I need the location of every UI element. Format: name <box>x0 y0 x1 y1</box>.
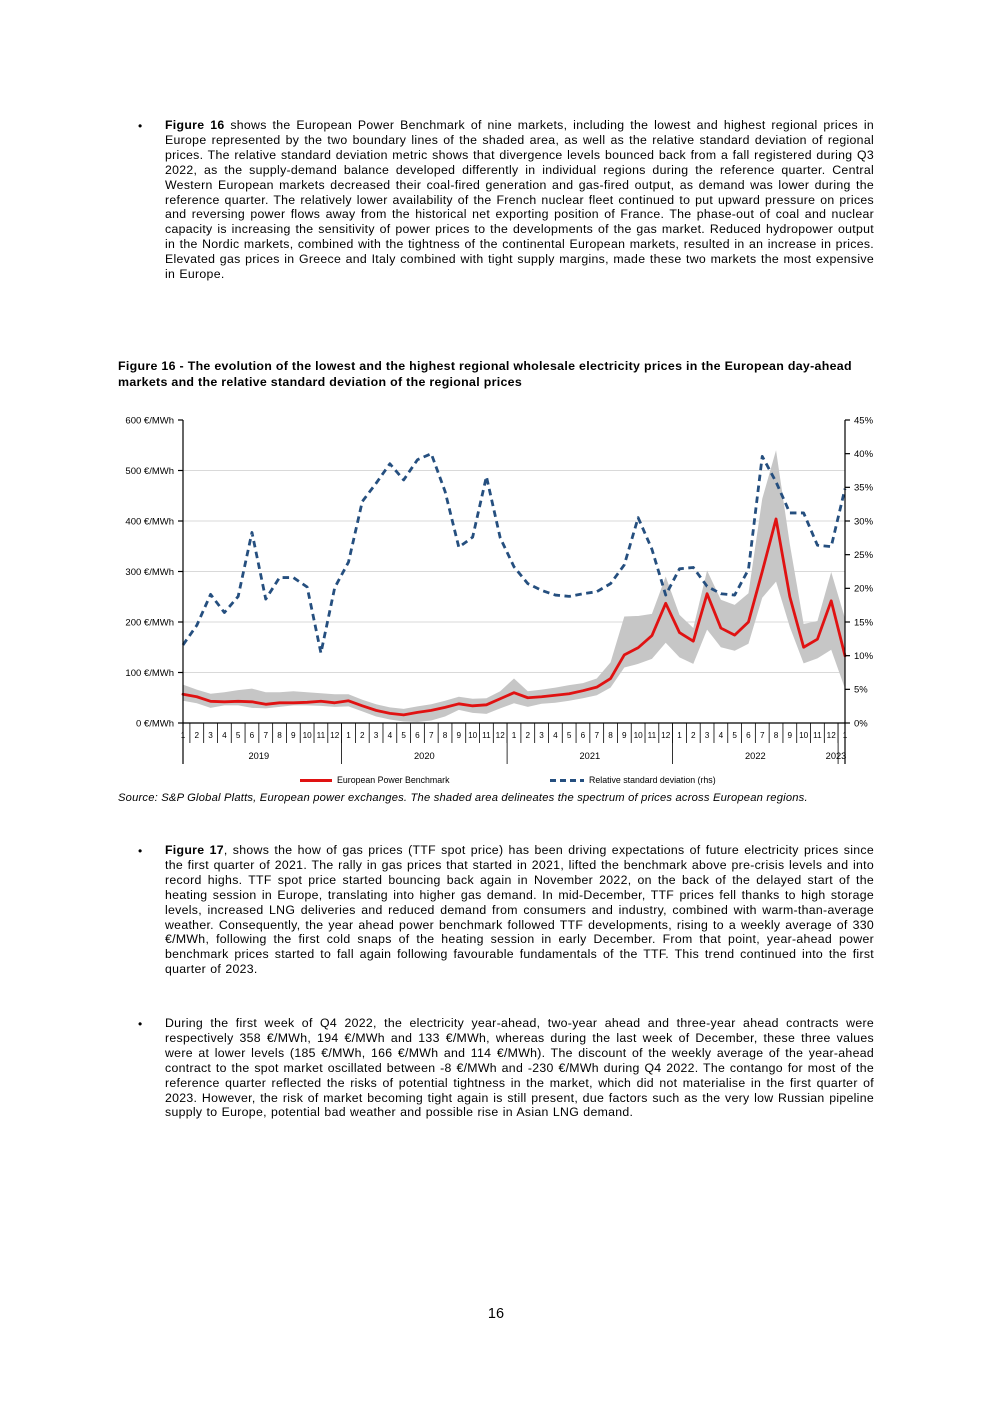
month-label: 9 <box>456 731 462 740</box>
month-label: 6 <box>580 731 586 740</box>
year-label: 2022 <box>745 751 766 761</box>
month-label: 5 <box>732 731 737 740</box>
month-label: 8 <box>277 731 282 740</box>
left-axis-label: 500 €/MWh <box>125 465 174 477</box>
figure16-lead: Figure 16 <box>165 118 225 132</box>
month-label: 2 <box>360 731 365 740</box>
year-label: 2021 <box>579 751 601 761</box>
month-label: 3 <box>373 731 379 740</box>
right-axis-label: 35% <box>854 482 874 494</box>
month-label: 12 <box>330 731 340 740</box>
right-axis-label: 20% <box>854 583 874 595</box>
right-axis-label: 25% <box>854 549 874 561</box>
month-label: 7 <box>594 731 600 740</box>
month-label: 8 <box>773 731 779 740</box>
month-label: 1 <box>180 731 186 740</box>
month-label: 10 <box>302 731 312 740</box>
right-axis-label: 10% <box>854 650 874 662</box>
legend-label-benchmark: European Power Benchmark <box>337 775 450 785</box>
figure17-body: , shows the how of gas prices (TTF spot price) has been driving expectations of future electricity prices since the first quarter of 2021. The rally in gas prices that started in 2021, lifted the benchmark above pre-crisis levels and into record highs. TTF spot price started bouncing back again in November 2022, on the back of the delayed start of the heating session in Europe, translating into higher gas demand. In mid-December, TTF prices fell thanks to high storage levels, increased LNG deliveries and reduced demand from consumers and industry, combined with warm-than-average weather. Consequently, the year ahead power benchmark followed TTF developments, rising to a weekly average of 330 €/MWh, following the first cold snaps of the heating session in early December. From that point, year-ahead power benchmark prices started to fall again following favourable fundamentals of the TTF. This trend continued into the first quarter of 2023. <box>165 843 874 977</box>
month-label: 2 <box>525 731 531 740</box>
month-label: 4 <box>222 731 227 740</box>
figure16-chart <box>118 413 874 769</box>
month-label: 7 <box>759 731 765 740</box>
month-label: 1 <box>677 731 682 740</box>
month-label: 1 <box>346 731 351 740</box>
left-axis-label: 400 €/MWh <box>125 516 174 528</box>
red-line-swatch-icon <box>300 779 332 782</box>
right-axis-label: 40% <box>854 448 874 460</box>
month-label: 3 <box>208 731 213 740</box>
bullet-icon: • <box>138 844 143 858</box>
paragraph-figure17 <box>118 843 874 977</box>
month-label: 6 <box>249 731 255 740</box>
q4-body: During the first week of Q4 2022, the electricity year-ahead, two-year ahead and three-year ahead contracts were respectively 358 €/MWh, 194 €/MWh and 133 €/MWh, whereas during the last week of December, these three values were at lower levels (185 €/MWh, 166 €/MWh and 114 €/MWh). The discount of the weekly average of the year-ahead contract to the spot market oscillated between -8 €/MWh and -230 €/MWh during Q4 2022. The contango for most of the reference quarter reflected the risks of potential tightness in the market, which did not materialise in the first quarter of 2023. However, the risk of market becoming tight again is still present, due factors such as the very low Russian pipeline supply to Europe, potential bad weather and possible rise in Asian LNG demand. <box>165 1016 874 1120</box>
month-label: 4 <box>387 731 393 740</box>
legend-item-benchmark <box>300 775 449 785</box>
year-label: 2020 <box>414 751 435 761</box>
month-label: 9 <box>787 731 793 740</box>
figure-source: Source: S&P Global Platts, European power exchanges. The shaded area delineates the spectrum of prices across European regions. <box>118 792 808 804</box>
chart-svg <box>118 413 874 769</box>
figure16-body: shows the European Power Benchmark of nine markets, including the lowest and highest regional prices in Europe represented by the two boundary lines of the shaded area, as well as the relative standard deviation of regional prices. The relative standard deviation metric shows that divergence levels bounced back from a fall registered during Q3 2022, as the supply-demand balance developed differently in individual regions during the reference quarter. Central Western European markets decreased their coal-fired generation and gas-fired output, as demand was lower during the reference quarter. The relatively lower availability of the French nuclear fleet continued to put upward pressure on prices and reversing power flows away from the historical net exporting position of France. The phase-out of coal and nuclear capacity is increasing the sensitivity of power prices to the developments of the gas market. Reduced hydropower output in the Nordic markets, combined with the tightness of the continental European markets, resulted in an increase in prices. Elevated gas prices in Greece and Italy combined with tight supply margins, made these two markets the most expensive in Europe. <box>165 118 874 282</box>
month-label: 12 <box>826 731 836 740</box>
month-label: 6 <box>415 731 420 740</box>
paragraph-text <box>165 843 874 977</box>
month-label: 6 <box>746 731 751 740</box>
month-label: 3 <box>704 731 710 740</box>
month-label: 10 <box>799 731 809 740</box>
chart-legend <box>118 775 874 789</box>
paragraph-text <box>165 1016 874 1120</box>
month-label: 11 <box>813 731 822 740</box>
blue-dashed-swatch-icon <box>550 779 584 782</box>
month-label: 2 <box>691 731 696 740</box>
month-label: 4 <box>553 731 558 740</box>
left-axis-label: 200 €/MWh <box>125 617 174 629</box>
left-axis-label: 100 €/MWh <box>125 667 174 679</box>
paragraph-figure16 <box>118 118 874 282</box>
page-number: 16 <box>487 1306 505 1322</box>
month-label: 7 <box>428 731 434 740</box>
month-label: 11 <box>316 731 326 740</box>
figure17-lead: Figure 17 <box>165 843 224 857</box>
month-label: 1 <box>511 731 517 740</box>
paragraph-text <box>165 118 874 282</box>
figure-title: Figure 16 - The evolution of the lowest and the highest regional wholesale electricity prices in the European day-ahead markets and the relative standard deviation of the regional prices <box>118 359 852 389</box>
month-label: 12 <box>495 731 505 740</box>
month-label: 5 <box>401 731 406 740</box>
legend-item-rsd <box>550 775 716 785</box>
right-axis-label: 30% <box>854 516 874 528</box>
right-axis-label: 15% <box>854 617 874 629</box>
right-axis-label: 0% <box>854 718 868 730</box>
legend-label-rsd: Relative standard deviation (rhs) <box>589 775 716 785</box>
year-label: 2019 <box>248 751 270 761</box>
month-label: 10 <box>633 731 643 740</box>
paragraph-q4-contracts <box>118 1016 874 1120</box>
left-axis-label: 0 €/MWh <box>135 718 174 730</box>
year-label: 2023 <box>825 751 847 761</box>
month-label: 7 <box>263 731 269 740</box>
month-label: 5 <box>235 731 241 740</box>
right-axis-label: 45% <box>854 415 874 427</box>
left-axis-label: 600 €/MWh <box>125 415 174 427</box>
month-label: 1 <box>842 731 848 740</box>
left-axis-label: 300 €/MWh <box>125 566 174 578</box>
month-label: 12 <box>661 731 671 740</box>
bullet-icon: • <box>138 1017 143 1031</box>
month-label: 9 <box>622 731 627 740</box>
month-label: 8 <box>442 731 448 740</box>
bullet-icon: • <box>138 119 143 133</box>
month-label: 4 <box>718 731 724 740</box>
month-label: 10 <box>468 731 478 740</box>
month-label: 8 <box>608 731 613 740</box>
right-axis-label: 5% <box>854 684 868 696</box>
month-label: 2 <box>194 731 200 740</box>
month-label: 11 <box>482 731 491 740</box>
price-range-band <box>183 450 845 722</box>
month-label: 11 <box>647 731 657 740</box>
month-label: 9 <box>291 731 296 740</box>
month-label: 3 <box>539 731 544 740</box>
month-label: 5 <box>566 731 572 740</box>
